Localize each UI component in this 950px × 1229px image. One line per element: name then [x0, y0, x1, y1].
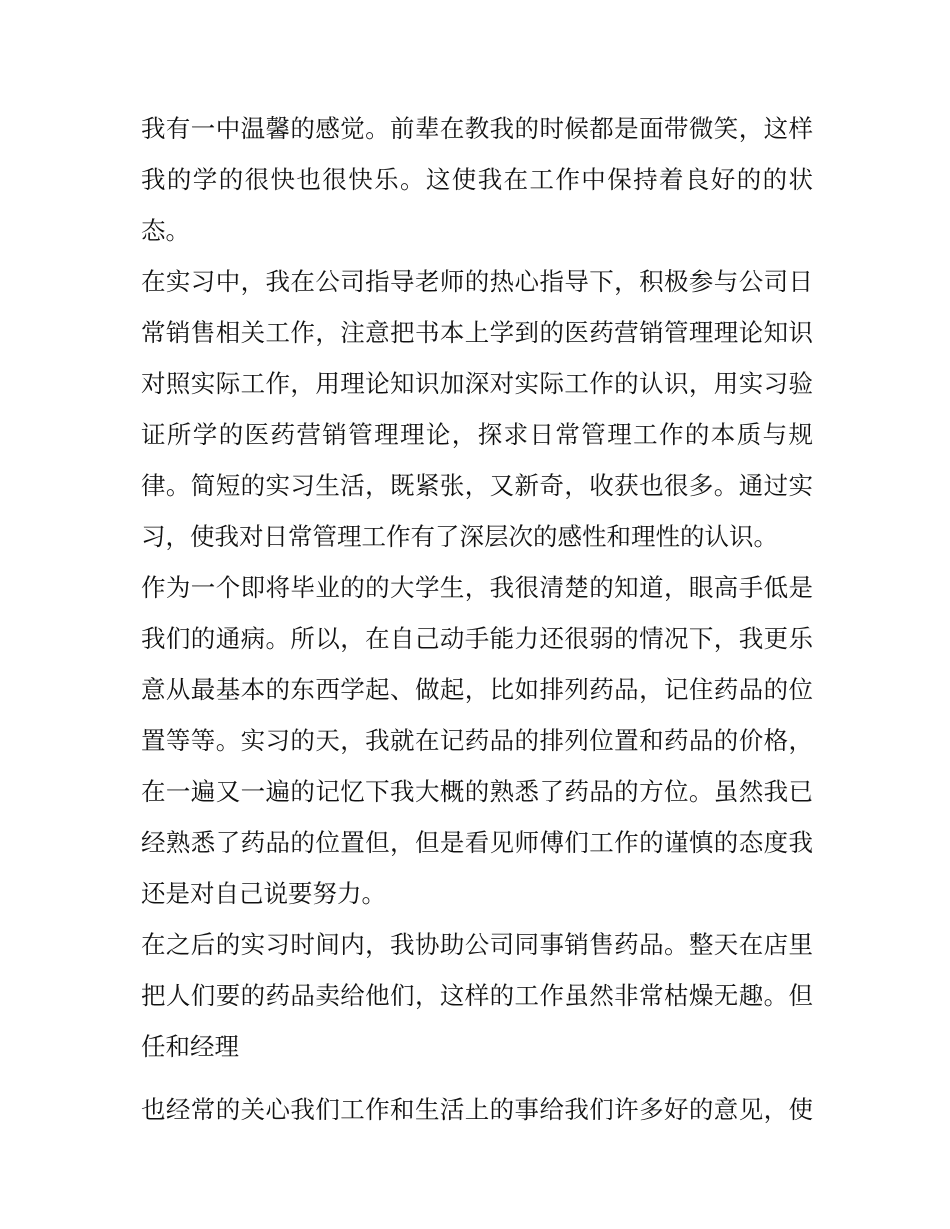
text-line: 我的学的很快也很快乐。这使我在工作中保持着良好的的状	[141, 165, 813, 194]
document-body	[141, 103, 813, 1135]
text-line: 也经常的关心我们工作和生活上的事给我们许多好的意见，使	[141, 1095, 813, 1124]
text-line: 经熟悉了药品的位置但，但是看见师傅们工作的谨慎的态度我	[141, 828, 813, 857]
text-line: 意从最基本的东西学起、做起，比如排列药品，记住药品的位	[141, 675, 813, 704]
text-line: 态。	[141, 216, 190, 245]
text-line: 在一遍又一遍的记忆下我大概的熟悉了药品的方位。虽然我已	[141, 777, 813, 806]
text-line: 在实习中，我在公司指导老师的热心指导下，积极参与公司日	[141, 267, 813, 296]
text-line: 我有一中温馨的感觉。前辈在教我的时候都是面带微笑，这样	[141, 114, 813, 143]
text-line: 还是对自己说要努力。	[141, 879, 386, 908]
text-line: 对照实际工作，用理论知识加深对实际工作的认识，用实习验	[141, 369, 813, 398]
text-line: 任和经理	[141, 1032, 239, 1061]
text-line: 我们的通病。所以，在自己动手能力还很弱的情况下，我更乐	[141, 624, 813, 653]
text-line: 习，使我对日常管理工作有了深层次的感性和理性的认识。	[141, 522, 778, 551]
text-line: 常销售相关工作，注意把书本上学到的医药营销管理理论知识	[141, 318, 813, 347]
text-line: 在之后的实习时间内，我协助公司同事销售药品。整天在店里	[141, 930, 813, 959]
text-line: 律。简短的实习生活，既紧张，又新奇，收获也很多。通过实	[141, 471, 813, 500]
text-line: 作为一个即将毕业的的大学生，我很清楚的知道，眼高手低是	[141, 573, 813, 602]
text-line: 证所学的医药营销管理理论，探求日常管理工作的本质与规	[141, 420, 813, 449]
text-line: 把人们要的药品卖给他们，这样的工作虽然非常枯燥无趣。但	[141, 981, 813, 1010]
text-line: 置等等。实习的天，我就在记药品的排列位置和药品的价格，	[141, 726, 813, 755]
